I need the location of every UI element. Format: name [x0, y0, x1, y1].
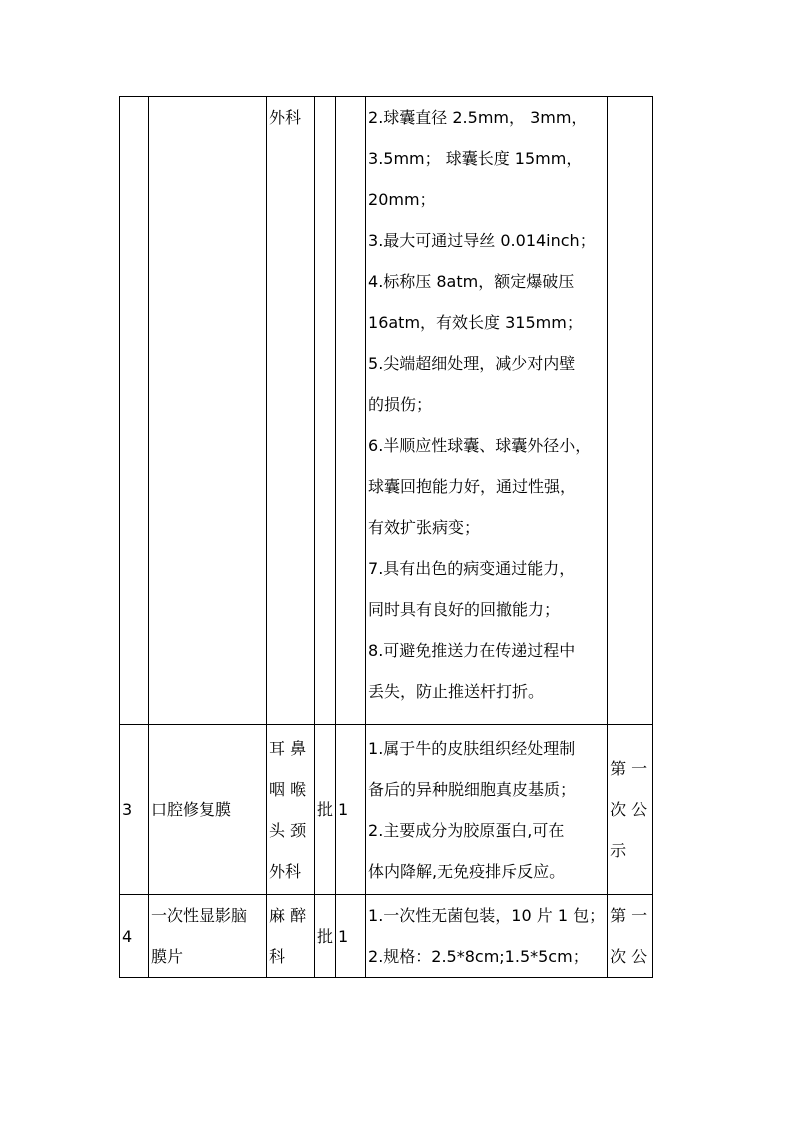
quantity-cell	[336, 97, 366, 725]
item-number-cell	[120, 895, 149, 978]
item-number: 4	[122, 926, 133, 946]
note-cell	[608, 97, 653, 725]
spec-line: 1.一次性无菌包装，10 片 1 包；	[368, 906, 606, 925]
department-line: 头 颈	[269, 820, 307, 840]
spec-line: 3.5mm； 球囊长度 15mm，	[368, 149, 583, 168]
table-row	[120, 895, 653, 978]
department-line: 麻 醉	[269, 906, 307, 925]
item-name: 膜片	[151, 947, 184, 966]
item-number: 3	[122, 800, 133, 819]
spec-line: 2.主要成分为胶原蛋白,可在	[368, 820, 565, 840]
note-line: 次 公	[610, 800, 648, 819]
item-name: 一次性显影脑	[151, 906, 248, 925]
spec-cell	[366, 895, 608, 978]
item-name: 口腔修复膜	[151, 800, 232, 819]
spec-line: 球囊回抱能力好，通过性强，	[368, 477, 577, 496]
item-name-cell	[149, 725, 267, 895]
spec-line: 有效扩张病变；	[368, 518, 481, 537]
department-line: 外科	[269, 108, 302, 127]
spec-line: 4.标称压 8atm，额定爆破压	[368, 272, 575, 291]
table-row	[120, 97, 653, 725]
quantity-cell	[336, 725, 366, 895]
spec-line: 6.半顺应性球囊、球囊外径小，	[368, 436, 592, 455]
item-name-cell	[149, 895, 267, 978]
spec-line: 7.具有出色的病变通过能力，	[368, 559, 576, 578]
note-cell	[608, 725, 653, 895]
unit-cell	[315, 97, 336, 725]
item-number-cell	[120, 725, 149, 895]
spec-line: 1.属于牛的皮肤组织经处理制	[368, 738, 576, 758]
spec-line: 2.球囊直径 2.5mm， 3mm，	[368, 108, 588, 127]
item-number-cell	[120, 97, 149, 725]
spec-line: 2.规格：2.5*8cm;1.5*5cm；	[368, 947, 589, 966]
spec-line: 的损伤；	[368, 395, 433, 414]
spec-line: 备后的异种脱细胞真皮基质；	[368, 779, 577, 799]
note-cell	[608, 895, 653, 978]
unit-cell	[315, 725, 336, 895]
spec-line: 8.可避免推送力在传递过程中	[368, 641, 576, 660]
department-cell	[267, 97, 315, 725]
quantity-cell	[336, 895, 366, 978]
quantity: 1	[338, 926, 349, 946]
spec-line: 16atm，有效长度 315mm；	[368, 313, 583, 332]
department-line: 咽 喉	[269, 779, 307, 799]
spec-cell	[366, 725, 608, 895]
spec-line: 丢失，防止推送杆打折。	[368, 682, 545, 701]
quantity: 1	[338, 800, 349, 819]
spec-line: 同时具有良好的回撤能力；	[368, 600, 561, 619]
department-cell	[267, 895, 315, 978]
table-row	[120, 725, 653, 895]
spec-line: 20mm；	[368, 190, 436, 209]
procurement-table	[119, 96, 653, 978]
note-line: 第 一	[610, 906, 648, 925]
spec-line: 5.尖端超细处理，减少对内壁	[368, 354, 576, 373]
department-line: 科	[269, 947, 286, 966]
spec-line: 3.最大可通过导丝 0.014inch；	[368, 231, 596, 250]
spec-cell	[366, 97, 608, 725]
unit: 批	[317, 800, 334, 819]
note-line: 第 一	[610, 759, 648, 778]
department-line: 外科	[269, 861, 302, 881]
unit: 批	[317, 926, 334, 946]
item-name-cell	[149, 97, 267, 725]
note-line: 次 公	[610, 947, 648, 966]
department-line: 耳 鼻	[269, 738, 307, 758]
spec-line: 体内降解,无免疫排斥反应。	[368, 861, 566, 881]
note-line: 示	[610, 841, 627, 860]
department-cell	[267, 725, 315, 895]
unit-cell	[315, 895, 336, 978]
